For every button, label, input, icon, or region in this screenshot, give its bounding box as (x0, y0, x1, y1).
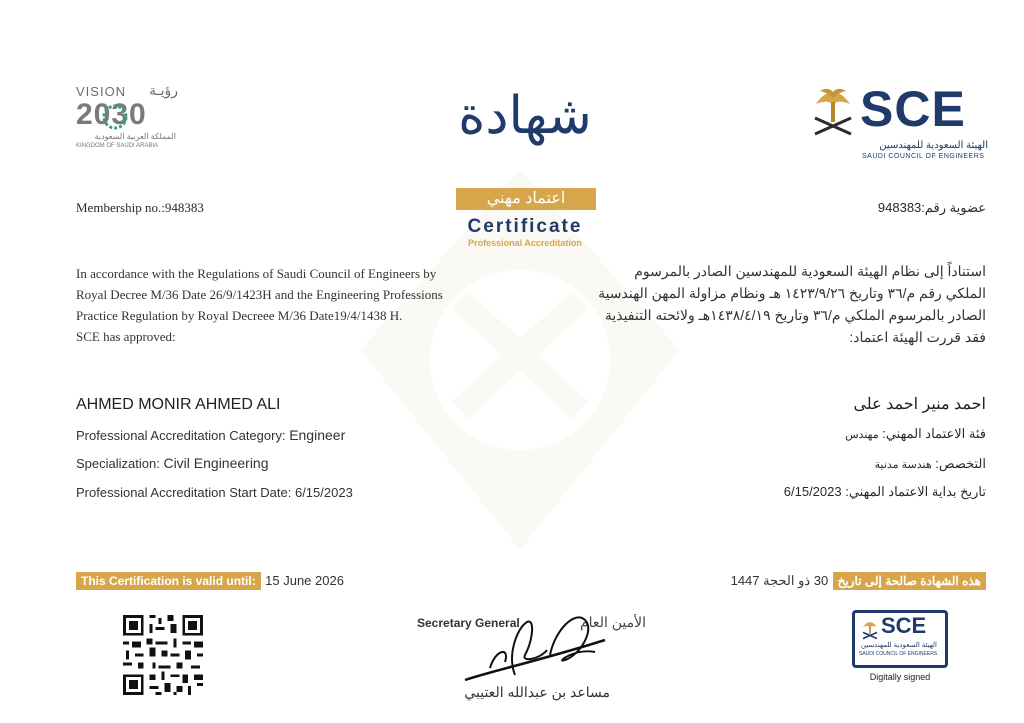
vision-en-text: VISION (76, 84, 127, 99)
title-ar: شهادة (458, 86, 592, 146)
membership-en (76, 200, 204, 216)
stamp-abbr: SCE (881, 613, 927, 638)
signature-title-ar: الأمين العام (580, 614, 646, 630)
validity-value-ar: 30 ذو الحجة 1447 (730, 573, 829, 588)
validity-en (76, 572, 344, 590)
category-value-en: Engineer (289, 427, 346, 443)
specialization-value-ar: هندسة مدنية (874, 459, 932, 471)
certificate-title-block (440, 86, 610, 250)
field-category-en (76, 427, 345, 443)
membership-value-en: 948383 (164, 200, 204, 215)
field-start-date-ar (680, 484, 986, 500)
validity-ar (640, 572, 986, 590)
category-label-ar: فئة الاعتماد المهني: (882, 426, 986, 441)
validity-label-ar: هذه الشهادة صالحة إلى تاريخ (833, 572, 986, 590)
intro-ar (540, 260, 986, 348)
intro-en-line: In accordance with the Regulations of Saudi Council of Engineers by (76, 266, 437, 281)
digitally-signed-label: Digitally signed (869, 672, 931, 682)
specialization-label-ar: التخصص: (935, 456, 986, 471)
vision-emblem-icon (102, 104, 128, 130)
palm-swords-icon (861, 619, 879, 641)
palm-swords-icon (810, 86, 856, 138)
vision-kingdom-ar: المملكة العربية السعودية (94, 132, 176, 141)
stamp-name-ar: الهيئة السعودية للمهندسين (860, 642, 937, 649)
vision-year: 2030 (76, 98, 147, 131)
stamp-name-en: SAUDI COUNCIL OF ENGINEERS (859, 651, 938, 657)
specialization-label-en: Specialization: (76, 456, 160, 471)
sce-name-en: SAUDI COUNCIL OF ENGINEERS (862, 153, 985, 160)
field-start-date-en (76, 485, 353, 500)
intro-ar-line: الملكي رقم م/٣٦ وتاريخ ١٤٢٣/٩/٢٦ هـ ونظام مزاولة المهن الهندسية (598, 285, 986, 301)
intro-en-line: Royal Decree M/36 Date 26/9/1423H and the Engineering Professions (76, 287, 443, 302)
membership-value-ar: 948383 (877, 200, 922, 215)
intro-en-line: Practice Regulation by Royal Decreee M/36 Date19/4/1438 H. (76, 308, 403, 323)
intro-en-line: SCE has approved: (76, 329, 176, 344)
start-date-label-en: Professional Accreditation Start Date: (76, 485, 292, 500)
membership-label-en: Membership no.: (76, 200, 165, 215)
holder-name-en: AHMED MONIR AHMED ALI (76, 396, 281, 413)
signature-title-en: Secretary General (417, 616, 520, 630)
membership-ar (780, 200, 986, 216)
validity-label-en: This Certification is valid until: (76, 572, 261, 590)
validity-value-en: 15 June 2026 (265, 573, 344, 588)
sce-logo (810, 82, 990, 162)
intro-en (76, 263, 516, 347)
intro-ar-line: فقد قررت الهيئة اعتماد: (849, 329, 986, 345)
title-en-sub: Professional Accreditation (468, 238, 582, 248)
field-category-ar (680, 426, 986, 442)
start-date-value-ar: 6/15/2023 (783, 484, 842, 499)
start-date-label-ar: تاريخ بداية الاعتماد المهني: (845, 484, 986, 499)
category-value-ar: مهندس (845, 429, 879, 441)
membership-label-ar: عضوية رقم: (921, 200, 986, 215)
handwritten-signature (455, 600, 615, 690)
digital-sce-stamp (852, 610, 948, 668)
field-specialization-ar (680, 456, 986, 472)
signature-name-ar: مساعد بن عبدالله العتيبي (464, 684, 610, 700)
sce-name-ar: الهيئة السعودية للمهندسين (879, 140, 988, 151)
vision-ar-text: رؤيـة (148, 82, 178, 98)
title-en: Certificate (467, 216, 583, 237)
intro-ar-line: استناداً إلى نظام الهيئة السعودية للمهندسين الصادر بالمرسوم (634, 263, 986, 279)
title-ar-sub: اعتماد مهني (456, 188, 596, 210)
category-label-en: Professional Accreditation Category: (76, 428, 286, 443)
holder-name-ar: احمد منير احمد على (853, 396, 986, 413)
sce-abbr: SCE (860, 81, 966, 137)
vision-kingdom-en: KINGDOM OF SAUDI ARABIA (76, 143, 159, 149)
qr-code[interactable] (120, 612, 206, 698)
intro-ar-line: الصادر بالمرسوم الملكي م/٣٦ وتاريخ ١٤٣٨/٤/١٩هـ ولائحته التنفيذية (604, 307, 986, 323)
start-date-value-en: 6/15/2023 (294, 485, 353, 500)
vision-2030-logo (76, 84, 186, 154)
field-specialization-en (76, 455, 269, 471)
specialization-value-en: Civil Engineering (163, 455, 269, 471)
